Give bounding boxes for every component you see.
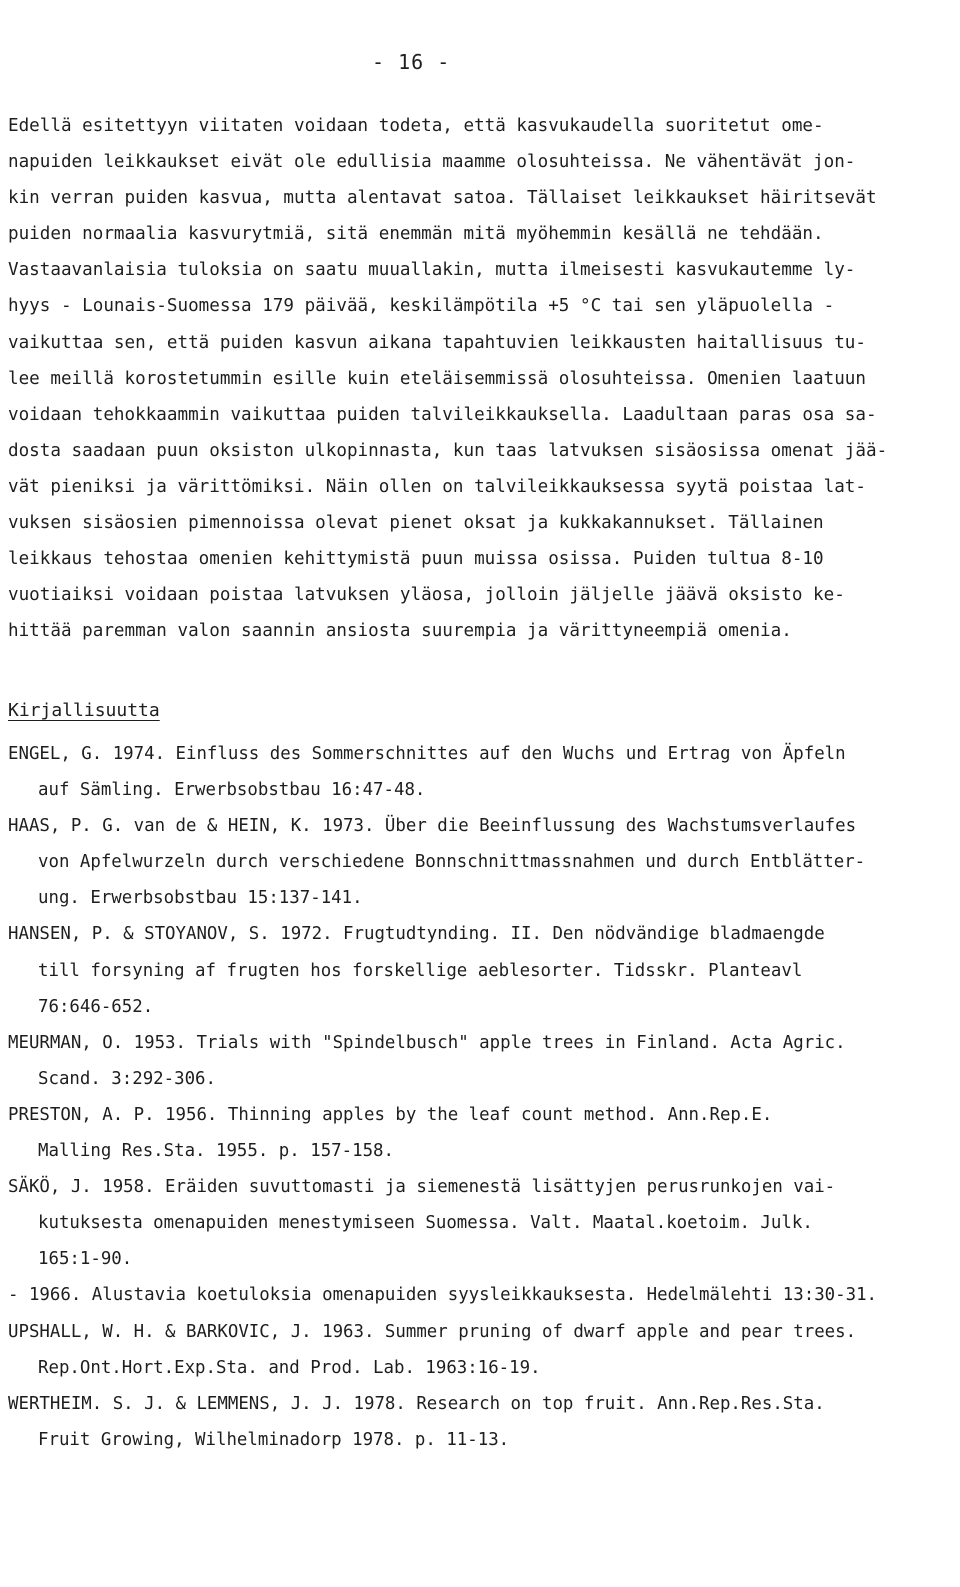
reference-wertheim xyxy=(8,1386,948,1458)
reference-line: auf Sämling. Erwerbsobstbau 16:47-48. xyxy=(38,780,426,801)
reference-line: HANSEN, P. & STOYANOV, S. 1972. Frugtudtynding. II. Den nödvändige bladmaengde xyxy=(8,924,825,945)
reference-line: ENGEL, G. 1974. Einfluss des Sommerschnittes auf den Wuchs und Ertrag von Äpfeln xyxy=(8,744,846,764)
body-line: vät pieniksi ja värittömiksi. Näin ollen on talvileikkauksessa syytä poistaa lat- xyxy=(8,476,866,497)
reference-line: kutuksesta omenapuiden menestymiseen Suomessa. Valt. Maatal.koetoim. Julk. xyxy=(38,1213,813,1234)
body-line: leikkaus tehostaa omenien kehittymistä puun muissa osissa. Puiden tultua 8-10 xyxy=(8,549,824,570)
body-line: hittää paremman valon saannin ansiosta suurempia ja värittyneempiä omenia. xyxy=(8,621,792,642)
body-line: dosta saadaan puun oksiston ulkopinnasta, kun taas latvuksen sisäosissa omenat jää- xyxy=(8,440,888,461)
reference-line: 165:1-90. xyxy=(38,1249,133,1270)
reference-line: ung. Erwerbsobstbau 15:137-141. xyxy=(38,888,363,909)
body-line: vuotiaiksi voidaan poistaa latvuksen yläosa, jolloin jäljelle jäävä oksisto ke- xyxy=(8,585,845,606)
reference-haas xyxy=(8,808,948,916)
reference-line: - 1966. Alustavia koetuloksia omenapuiden syysleikkauksesta. Hedelmälehti 13:30-31. xyxy=(8,1285,878,1306)
reference-line: till forsyning af frugten hos forskellige aeblesorter. Tidsskr. Planteavl xyxy=(38,960,803,981)
reference-hansen xyxy=(8,916,948,1024)
reference-line: Fruit Growing, Wilhelminadorp 1978. p. 11-13. xyxy=(38,1429,510,1450)
body-line: vaikuttaa sen, että puiden kasvun aikana tapahtuvien leikkausten haitallisuus tu- xyxy=(8,332,866,353)
body-line: lee meillä korostetummin esille kuin eteläisemmissä olosuhteissa. Omenien laatuun xyxy=(8,368,866,389)
reference-sako-1966 xyxy=(8,1277,948,1313)
body-paragraph xyxy=(8,108,908,649)
references-list xyxy=(8,736,948,1458)
reference-line: Scand. 3:292-306. xyxy=(38,1068,216,1089)
body-line: voidaan tehokkaammin vaikuttaa puiden talvileikkauksella. Laadultaan paras osa sa- xyxy=(8,404,877,425)
reference-line: UPSHALL, W. H. & BARKOVIC, J. 1963. Summer pruning of dwarf apple and pear trees. xyxy=(8,1321,857,1342)
body-line: Vastaavanlaisia tuloksia on saatu muuallakin, mutta ilmeisesti kasvukautemme ly- xyxy=(8,260,856,281)
reference-line: HAAS, P. G. van de & HEIN, K. 1973. Über die Beeinflussung des Wachstumsverlaufes xyxy=(8,816,857,837)
body-line: napuiden leikkaukset eivät ole edullisia maamme olosuhteissa. Ne vähentävät jon- xyxy=(8,152,856,173)
reference-line: Malling Res.Sta. 1955. p. 157-158. xyxy=(38,1141,394,1162)
reference-meurman xyxy=(8,1025,948,1097)
reference-upshall xyxy=(8,1314,948,1386)
reference-line: SÄKÖ, J. 1958. Eräiden suvuttomasti ja siemenestä lisättyjen perusrunkojen vai- xyxy=(8,1177,836,1198)
page-number: - 16 - xyxy=(372,50,451,74)
reference-line: Rep.Ont.Hort.Exp.Sta. and Prod. Lab. 1963:16-19. xyxy=(38,1357,541,1378)
body-line: Edellä esitettyyn viitaten voidaan todeta, että kasvukaudella suoritetut ome- xyxy=(8,116,824,136)
reference-engel xyxy=(8,736,948,808)
reference-sako-1958 xyxy=(8,1169,948,1277)
reference-line: WERTHEIM. S. J. & LEMMENS, J. J. 1978. Research on top fruit. Ann.Rep.Res.Sta. xyxy=(8,1393,825,1414)
body-line: puiden normaalia kasvurytmiä, sitä enemmän mitä myöhemmin kesällä ne tehdään. xyxy=(8,224,824,245)
references-heading: Kirjallisuutta xyxy=(8,700,160,721)
reference-line: PRESTON, A. P. 1956. Thinning apples by the leaf count method. Ann.Rep.E. xyxy=(8,1104,773,1125)
body-line: kin verran puiden kasvua, mutta alentavat satoa. Tällaiset leikkaukset häiritsevät xyxy=(8,188,877,209)
reference-line: 76:646-652. xyxy=(38,996,154,1017)
reference-line: MEURMAN, O. 1953. Trials with "Spindelbusch" apple trees in Finland. Acta Agric. xyxy=(8,1032,846,1053)
reference-line: von Apfelwurzeln durch verschiedene Bonnschnittmassnahmen und durch Entblätter- xyxy=(38,852,866,873)
body-line: vuksen sisäosien pimennoissa olevat pienet oksat ja kukkakannukset. Tällainen xyxy=(8,513,824,534)
reference-preston xyxy=(8,1097,948,1169)
body-line: hyys - Lounais-Suomessa 179 päivää, keskilämpötila +5 °C tai sen yläpuolella - xyxy=(8,296,835,317)
